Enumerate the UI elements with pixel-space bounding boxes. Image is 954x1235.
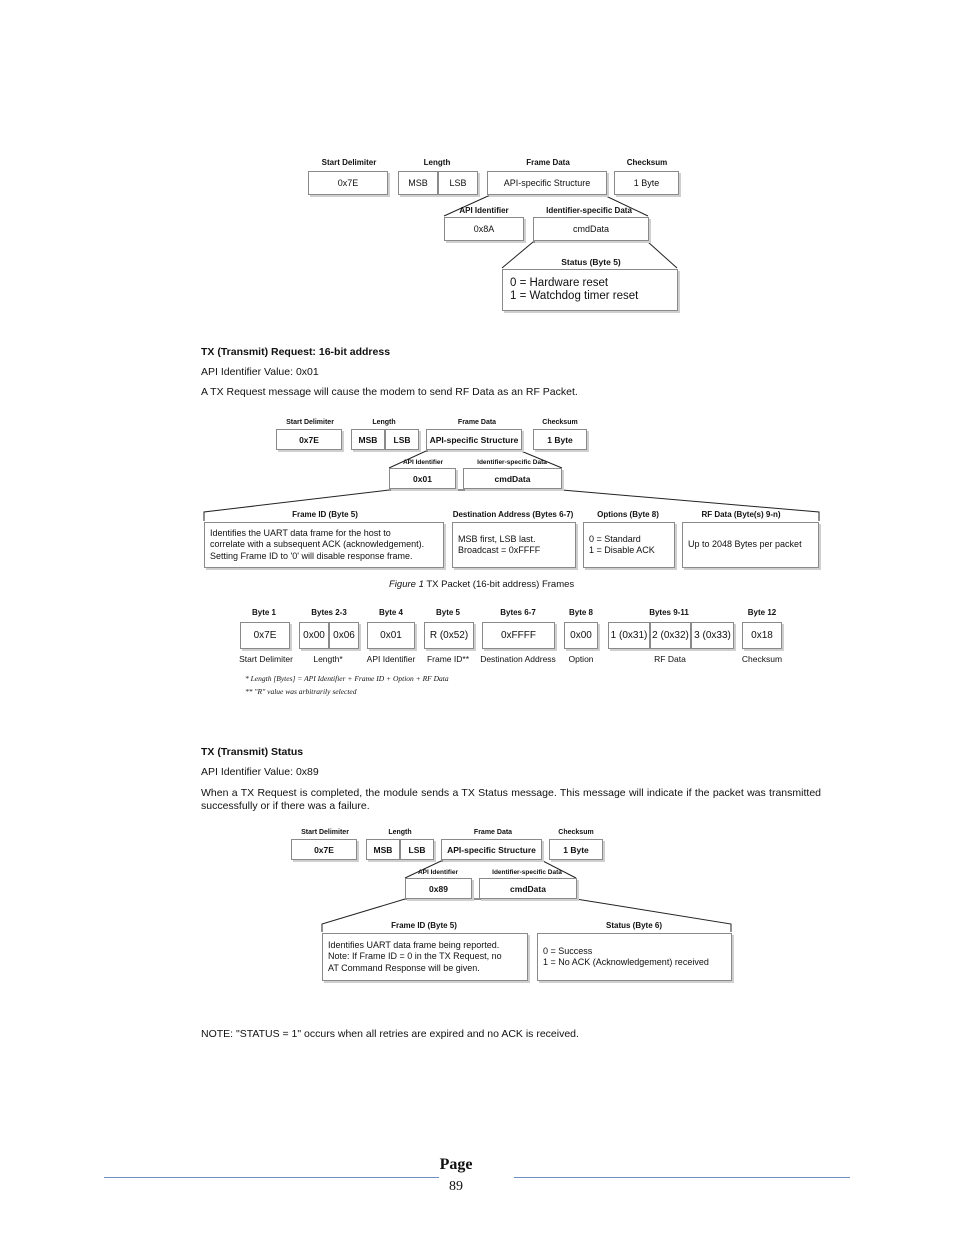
label-checksum: Checksum — [542, 419, 578, 426]
packet-footer: Destination Address — [480, 654, 556, 664]
label-checksum: Checksum — [558, 829, 594, 836]
packet-cell: R (0x52) — [424, 622, 474, 649]
status-line: 1 = No ACK (Acknowledgement) received — [543, 957, 709, 967]
options-line: 1 = Disable ACK — [589, 545, 655, 555]
packet-footer: Checksum — [741, 654, 783, 664]
packet-cell: 1 (0x31) — [608, 622, 650, 649]
label-api-identifier: API Identifier — [459, 206, 509, 215]
checksum-box: 1 Byte — [533, 429, 587, 450]
packet-cell: 0x7E — [240, 622, 290, 649]
packet-footer: API Identifier — [366, 654, 416, 664]
frame-id-line: correlate with a subsequent ACK (acknowledgement). — [210, 539, 425, 550]
api-id-box: 0x89 — [405, 878, 472, 899]
label-frame-id: Frame ID (Byte 5) — [292, 510, 358, 519]
label-status: Status (Byte 5) — [561, 257, 621, 267]
cmddata-box: cmdData — [479, 878, 577, 899]
label-rf-data: RF Data (Byte(s) 9-n) — [701, 510, 781, 519]
packet-cell: 0x06 — [329, 622, 359, 649]
label-status: Status (Byte 6) — [605, 921, 663, 930]
rf-data-box — [682, 522, 819, 568]
label-api-identifier: API Identifier — [417, 869, 459, 876]
rf-data-line: Up to 2048 Bytes per packet — [688, 539, 802, 550]
label-start-delimiter: Start Delimiter — [301, 829, 349, 836]
start-delimiter-box: 0x7E — [276, 429, 342, 450]
figure-caption-text: TX Packet (16-bit address) Frames — [423, 579, 575, 590]
options-box — [583, 522, 675, 568]
packet-header: Byte 4 — [378, 608, 404, 617]
frame-id-box — [204, 522, 444, 568]
packet-cell: 3 (0x33) — [691, 622, 734, 649]
lsb-box: LSB — [438, 171, 478, 195]
lsb-box: LSB — [385, 429, 419, 450]
footer-page-label: Page — [439, 1156, 473, 1173]
packet-header: Byte 1 — [251, 608, 277, 617]
status-line: 0 = Hardware reset — [510, 276, 609, 289]
packet-header: Byte 12 — [747, 608, 777, 617]
footer-rule-left — [104, 1177, 439, 1178]
tx-status-api-value: API Identifier Value: 0x89 — [201, 766, 319, 778]
start-delimiter-box: 0x7E — [308, 171, 388, 195]
figure-caption-prefix: Figure 1 — [389, 579, 424, 590]
label-options: Options (Byte 8) — [597, 510, 659, 519]
api-structure-box: API-specific Structure — [487, 171, 607, 195]
label-identifier-data: Identifier-specific Data — [492, 869, 562, 876]
packet-cell: 0x01 — [367, 622, 415, 649]
label-start-delimiter: Start Delimiter — [286, 419, 334, 426]
label-length: Length — [423, 158, 451, 167]
lsb-box: LSB — [400, 839, 434, 860]
packet-header: Byte 5 — [435, 608, 461, 617]
packet-header: Byte 8 — [568, 608, 594, 617]
label-length: Length — [388, 829, 412, 836]
footer-rule-right — [514, 1177, 850, 1178]
api-structure-box: API-specific Structure — [426, 429, 522, 450]
packet-footer: Start Delimiter — [239, 654, 293, 664]
label-frame-data: Frame Data — [457, 419, 497, 426]
frame-id-line: Identifies the UART data frame for the host to — [210, 527, 391, 538]
packet-footer: Frame ID** — [426, 654, 470, 664]
packet-note: ** "R" value was arbitrarily selected — [245, 687, 357, 696]
status-box — [537, 933, 732, 981]
packet-header: Bytes 6-7 — [500, 608, 536, 617]
label-frame-data: Frame Data — [526, 158, 570, 167]
packet-header: Bytes 2-3 — [311, 608, 347, 617]
packet-cell: 0x00 — [299, 622, 329, 649]
packet-footer: RF Data — [654, 654, 686, 664]
figure-caption — [389, 579, 574, 590]
label-identifier-data: Identifier-specific Data — [477, 459, 547, 466]
options-line: 0 = Standard — [589, 533, 641, 544]
msb-box: MSB — [366, 839, 400, 860]
destination-line: MSB first, LSB last. — [458, 533, 536, 544]
label-identifier-data: Identifier-specific Data — [546, 206, 632, 215]
api-id-box: 0x8A — [444, 217, 524, 241]
label-checksum: Checksum — [626, 158, 668, 167]
frame-id-line: Identifies UART data frame being reported. — [328, 939, 500, 950]
packet-cell: 0x18 — [742, 622, 782, 649]
frame-id-line: Note: If Frame ID = 0 in the TX Request, no — [328, 951, 502, 962]
label-start-delimiter: Start Delimiter — [321, 158, 377, 167]
destination-box — [452, 522, 576, 568]
tx-request-description: A TX Request message will cause the modem to send RF Data as an RF Packet. — [201, 386, 578, 398]
packet-cell: 2 (0x32) — [650, 622, 691, 649]
msb-box: MSB — [398, 171, 438, 195]
api-id-box: 0x01 — [389, 468, 456, 489]
status-line: 1 = Watchdog timer reset — [510, 290, 639, 302]
packet-note: * Length [Bytes] = API Identifier + Frame ID + Option + RF Data — [245, 674, 449, 683]
packet-cell: 0x00 — [564, 622, 598, 649]
status-line: 0 = Success — [543, 945, 593, 956]
packet-header: Bytes 9-11 — [649, 608, 689, 617]
cmddata-box: cmdData — [463, 468, 562, 489]
msb-box: MSB — [351, 429, 385, 450]
tx-status-description: When a TX Request is completed, the module sends a TX Status message. This message will indicate if the packet was transmitted successfully or if there was a failure. — [201, 787, 821, 812]
label-frame-data: Frame Data — [473, 829, 513, 836]
label-frame-id: Frame ID (Byte 5) — [391, 921, 457, 930]
packet-cell: 0xFFFF — [482, 622, 555, 649]
packet-footer: Length* — [313, 654, 343, 664]
cmddata-box: cmdData — [533, 217, 649, 241]
label-api-identifier: API Identifier — [402, 459, 444, 466]
note-text: NOTE: "STATUS = 1" occurs when all retries are expired and no ACK is received. — [201, 1028, 579, 1040]
start-delimiter-box: 0x7E — [291, 839, 357, 860]
api-structure-box: API-specific Structure — [441, 839, 542, 860]
footer-page-number: 89 — [449, 1179, 463, 1194]
checksum-box: 1 Byte — [549, 839, 603, 860]
frame-id-line: Setting Frame ID to '0' will disable response frame. — [210, 550, 413, 561]
tx-request-api-value: API Identifier Value: 0x01 — [201, 366, 319, 378]
frame-id-line: AT Command Response will be given. — [328, 962, 480, 973]
label-length: Length — [372, 419, 396, 426]
packet-footer: Option — [568, 654, 594, 664]
checksum-box: 1 Byte — [614, 171, 679, 195]
tx-status-heading: TX (Transmit) Status — [201, 746, 304, 758]
label-destination: Destination Address (Bytes 6-7) — [452, 510, 574, 519]
destination-line: Broadcast = 0xFFFF — [458, 545, 541, 555]
status-box — [502, 269, 678, 311]
tx-request-heading: TX (Transmit) Request: 16-bit address — [201, 346, 391, 358]
frame-id-box — [322, 933, 528, 981]
